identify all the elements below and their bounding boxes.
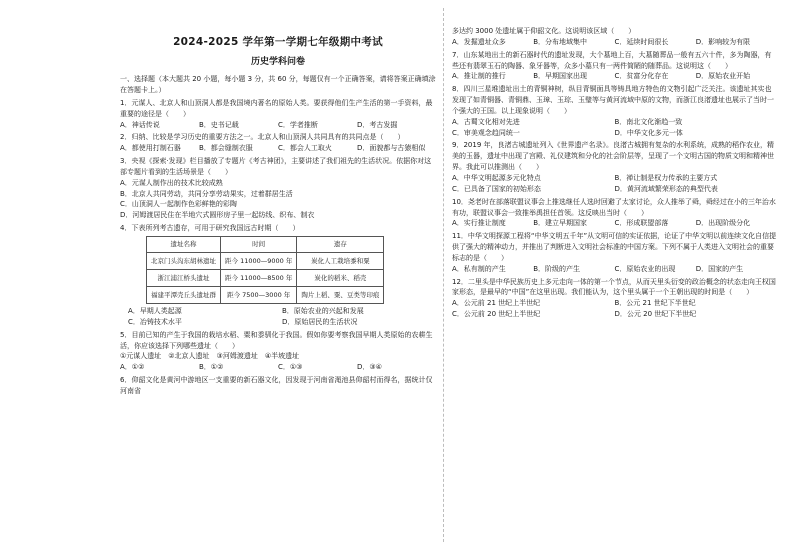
q9-option-a: A．中华文明起源多元化特点 [452, 173, 541, 182]
q10-option-d: D．出现阶级分化 [695, 219, 751, 228]
q6-option-c: C．延续时间很长 [614, 37, 669, 46]
right-column [452, 0, 777, 550]
column-divider [443, 8, 444, 542]
table-cell: 距今 7500—3000 年 [221, 287, 297, 304]
q5-option-d: D．③④ [357, 363, 382, 372]
table-cell: 距今 11000—8500 年 [221, 270, 297, 287]
q4-option-b: B．原始农业的兴起和发展 [282, 307, 364, 316]
table-cell: 炭化的稻米、稻壳 [297, 270, 384, 287]
q1-option-d: D．考古发掘 [357, 120, 398, 129]
q6-option-d: D．影响较为有限 [695, 37, 751, 46]
q9-option-d: D．黄河流域繁荣形态的典型代表 [614, 184, 718, 193]
q12-option-d: D．公元 20 世纪下半世纪 [614, 310, 697, 319]
question-11-stem: 11．中华文明探源工程将“中华文明五千年”从文明可信的实证依据，论证了中华文明以前连续文化自信提供了强大的精神动力，并推出了判断进入文明社会标准的中国方案。下列不属于人类进入文明社会的重要标志的是（ ） [452, 232, 777, 262]
question-5-stem: 5．目前已知的产生于我国的栽培水稻、粟和黍驯化于我国。假如你要考察我国早期人类原始的农耕生活，你应该选择下列哪些遗址（ ） [120, 330, 433, 350]
question-12-options [452, 298, 777, 320]
question-6-options [452, 37, 777, 48]
question-10-options [452, 218, 777, 229]
q3-option-c: C．山顶洞人一起制作色彩鲜艳的彩陶 [120, 200, 237, 209]
q1-option-c: C．学者推断 [278, 120, 318, 129]
question-9-stem: 9．2019 年，良渚古城遗址列入《世界遗产名录》。良渚古城拥有复杂的水利系统，成熟的稻作农业，精美的玉器，遗址中出现了宫殿、礼仪建筑和分化的社会阶层等，呈现了一个文明古国的物质文明和精神世界。我此可以推测出（ ） [452, 141, 774, 172]
question-3-options [120, 178, 436, 221]
question-8-stem: 8．四川三星堆遗址出土的青铜神树，纵目青铜面具等铸具地方特色的文物引起广泛关注。该遗址其实也发现了如青铜器、青铜鼎、玉璋、玉琮、玉璧等与黄河流域中原的文物，而浙江良渚遗址也展示了当时一个强大的王国。以上现象说明（ ） [452, 85, 774, 115]
question-6-stem: 6．仰韶文化是黄河中游地区一支重要的新石器文化，因发现于河南省渑池县仰韶村而得名，据统计仅河南省 [120, 376, 433, 395]
q3-option-b: B．北京人共同劳动，共同分享劳动果实，过着群居生活 [120, 189, 293, 198]
question-1-options [120, 120, 436, 131]
q5-option-c: C．①③ [278, 363, 303, 372]
question-7-stem: 7．山东某地出土的新石器时代的遗址发现，大个墓地上百，大墓随葬品一般有五六十件，多为陶器，有些还有翡翠玉石的陶器、象牙器等，众多小墓只有一两件简陋的随葬品。这说明这（ ） [452, 50, 772, 70]
question-11-options [452, 264, 777, 275]
q3-option-d: D．河姆渡居民住在半地穴式圆形房子里一起纺线、织布、制衣 [120, 211, 315, 220]
question-5-options [120, 362, 436, 373]
question-4-options [120, 306, 436, 328]
table-header-cell: 时间 [221, 237, 297, 253]
q10-option-a: A．实行推让制度 [452, 219, 506, 228]
table-cell: 炭化人工栽培黍和粟 [297, 253, 384, 270]
q7-option-c: C．贫富分化存在 [614, 72, 669, 81]
q8-option-d: D．中华文化多元一体 [614, 128, 683, 137]
q11-option-a: A．私有制的产生 [452, 264, 506, 273]
question-2-stem: 2．归纳、比较是学习历史的重要方法之一。北京人和山顶洞人共同具有的共同点是（ ） [120, 133, 405, 142]
question-1-stem: 1．元谋人、北京人和山顶洞人都是我国境内著名的原始人类。要获得他们生产生活的第一手资料，最重要的途径是（ ） [120, 98, 433, 118]
q7-option-b: B．早期国家出现 [533, 72, 588, 81]
table-row [147, 287, 384, 304]
table-cell: 福建平潭壳丘头遗址群 [147, 287, 221, 304]
q3-option-a: A．元谋人制作出的技术比较成熟 [120, 178, 223, 187]
exam-title: 2024-2025 学年第一学期七年级期中考试 [173, 36, 383, 48]
question-7-options [452, 71, 777, 82]
q4-option-d: D．原始居民的生活状况 [282, 317, 358, 326]
q11-option-b: B．阶级的产生 [533, 264, 581, 273]
table-cell: 陶片上稻、粟、豆类等印痕 [297, 287, 384, 304]
table-row [147, 270, 384, 287]
question-9-options [452, 173, 777, 195]
q10-option-c: C．形成联盟部落 [614, 219, 669, 228]
archaeology-table [146, 236, 384, 304]
table-row [147, 253, 384, 270]
table-cell: 浙江浦江桥头遗址 [147, 270, 221, 287]
question-3-stem: 3．央视《探索·发现》栏目播放了专题片《考古神团》，主要讲述了我们祖先的生活状况。依据你对这部专题片看到的生活场景是（ ） [120, 157, 432, 176]
q11-option-c: C．原始农业的出现 [614, 264, 676, 273]
q4-option-c: C．冶铸技术水平 [128, 317, 182, 326]
question-4-stem: 4．下表所列考古遗存，可用于研究我国远古时期（ ） [120, 224, 300, 233]
q5-option-a: A．①② [120, 363, 145, 372]
q12-option-c: C．公元前 20 世纪上半世纪 [452, 310, 541, 319]
question-6-continued: 多达约 3000 处遗址属于仰韶文化。这说明该区域（ ） [452, 27, 636, 35]
table-cell: 北京门头沟东胡林遗址 [147, 253, 221, 270]
q2-option-b: B．都会缝制衣服 [199, 144, 253, 153]
table-header-row [147, 237, 384, 253]
table-cell: 距今 11000—9000 年 [221, 253, 297, 270]
q7-option-d: D．原始农业开始 [695, 72, 751, 81]
question-8-options [452, 117, 777, 139]
question-12-stem: 12．二里头是中华民族历史上多元走向一体的第一个节点，从而天里头衍变的政治概念的状态走向王权国家形态，是最早的“中国”在这里出现。我们能认为，这个里头属于一个王朝出现的时间是（ ） [452, 277, 776, 297]
q2-option-d: D．面貌都与古猿相似 [357, 144, 426, 153]
question-10-stem: 10．尧老时在部落联盟议事会上推选继任人选时回避了太家讨论，众人推举了舜，舜经过在小的三年治水有功，联盟议事会一致推举禹担任首领。这反映出当时（ ） [452, 197, 776, 217]
q8-option-c: C．审美观念趋同统一 [452, 128, 520, 137]
q12-option-b: B．公元 21 世纪下半世纪 [614, 299, 696, 308]
q1-option-a: A．神话传说 [120, 120, 160, 129]
left-column [120, 0, 436, 550]
q12-option-a: A．公元前 21 世纪上半世纪 [452, 299, 541, 308]
q6-option-b: B．分布地域集中 [533, 37, 588, 46]
q8-option-a: A．古蜀文化相对先进 [452, 117, 520, 126]
table-header-cell: 遗址名称 [147, 237, 221, 253]
q8-option-b: B．南北文化渐趋一致 [614, 117, 683, 126]
q2-option-c: C．都会人工取火 [278, 144, 332, 153]
q6-option-a: A．发掘遗址众多 [452, 37, 506, 46]
q2-option-a: A．都使用打制石器 [120, 144, 181, 153]
q4-option-a: A．早期人类起源 [128, 307, 182, 316]
q7-option-a: A．推让制的推行 [452, 72, 506, 81]
exam-subtitle: 历史学科问卷 [250, 57, 305, 68]
table-header-cell: 遗存 [297, 237, 384, 253]
q9-option-c: C．已具备了国家的初始形态 [452, 184, 541, 193]
q9-option-b: B．禅让制是权力传承的主要方式 [614, 173, 718, 182]
section-heading: 一、选择题（本大题共 20 小题，每小题 3 分，共 60 分，每题仅有一个正确答案，请将答案正确填涂在答题卡上。） [120, 75, 436, 95]
question-2-options [120, 143, 436, 154]
q1-option-b: B．史书记载 [199, 120, 239, 129]
q10-option-b: B．建立早期国家 [533, 219, 588, 228]
q5-option-b: B．①② [199, 363, 224, 372]
q11-option-d: D．国家的产生 [695, 264, 744, 273]
question-5-sites: ①元谋人遗址 ②北京人遗址 ③河姆渡遗址 ④半坡遗址 [120, 352, 300, 361]
